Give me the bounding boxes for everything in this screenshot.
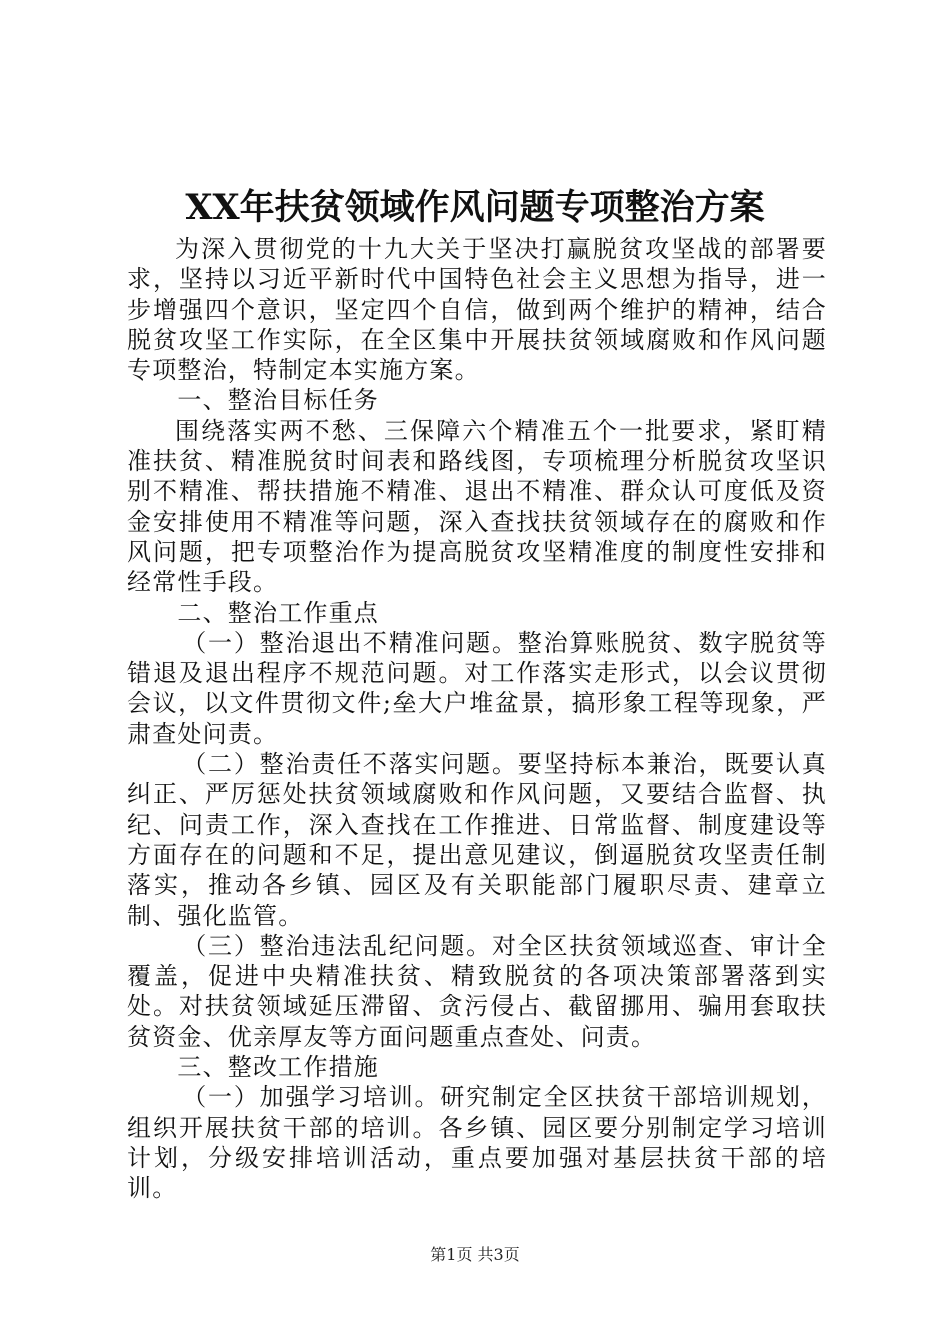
section-heading-2: 二、整治工作重点: [177, 598, 379, 627]
document-title: XX年扶贫领域作风问题专项整治方案: [185, 187, 765, 228]
section-2-item-2: （二）整治责任不落实问题。要坚持标本兼治，既要认真纠正、严厉惩处扶贫领域腐败和作风问题，又要结合监督、执纪、问责工作，深入查找在工作推进、日常监督、制度建设等方面存在的问题和不足，提出意见建议，倒逼脱贫攻坚责任制落实，推动各乡镇、园区及有关职能部门履职尽责、建章立制、强化监管。: [127, 750, 827, 930]
section-1-paragraph: 围绕落实两不愁、三保障六个精准五个一批要求，紧盯精准扶贫、精准脱贫时间表和路线图，专项梳理分析脱贫攻坚识别不精准、帮扶措施不精准、退出不精准、群众认可度低及资金安排使用不精准等问题，深入查找扶贫领域存在的腐败和作风问题，把专项整治作为提高脱贫攻坚精准度的制度性安排和经常性手段。: [127, 416, 827, 597]
section-3-item-1: （一）加强学习培训。研究制定全区扶贫干部培训规划，组织开展扶贫干部的培训。各乡镇、园区要分别制定学习培训计划，分级安排培训活动，重点要加强对基层扶贫干部的培训。: [127, 1083, 827, 1203]
section-heading-3: 三、整改工作措施: [177, 1053, 379, 1082]
document-body: [127, 234, 827, 1204]
section-2-item-3: （三）整治违法乱纪问题。对全区扶贫领域巡查、审计全覆盖，促进中央精准扶贫、精致脱贫的各项决策部署落到实处。对扶贫领域延压滞留、贪污侵占、截留挪用、骗用套取扶贫资金、优亲厚友等方面问题重点查处、问责。: [127, 931, 827, 1051]
page-number-footer: 第1页 共3页: [430, 1245, 520, 1264]
section-heading-1: 一、整治目标任务: [177, 386, 379, 415]
section-2-item-1: （一）整治退出不精准问题。整治算账脱贫、数字脱贫等错退及退出程序不规范问题。对工作落实走形式，以会议贯彻会议，以文件贯彻文件;垒大户堆盆景，搞形象工程等现象，严肃查处问责。: [127, 628, 827, 748]
intro-paragraph: 为深入贯彻党的十九大关于坚决打赢脱贫攻坚战的部署要求，坚持以习近平新时代中国特色社会主义思想为指导，进一步增强四个意识，坚定四个自信，做到两个维护的精神，结合脱贫攻坚工作实际，在全区集中开展扶贫领域腐败和作风问题专项整治，特制定本实施方案。: [127, 235, 827, 385]
